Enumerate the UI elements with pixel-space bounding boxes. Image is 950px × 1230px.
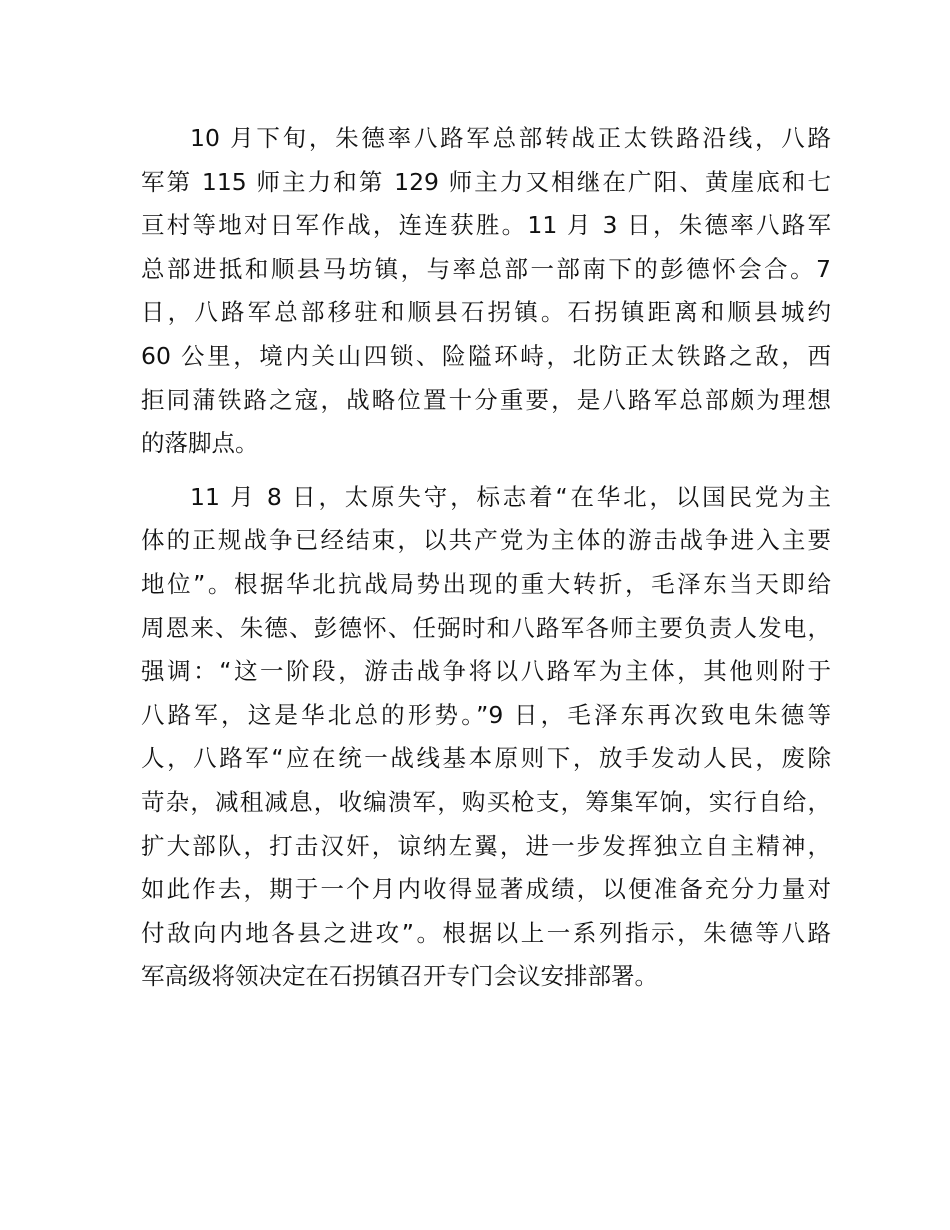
text-line: 拒同蒲铁路之寇，战略位置十分重要，是八路军总部颇为理想 bbox=[141, 385, 831, 414]
text-line: 11 月 8 日，太原失守，标志着“在华北，以国民党为主 bbox=[190, 482, 831, 511]
text-line: 体的正规战争已经结束，以共产党为主体的游击战争进入主要 bbox=[141, 526, 831, 555]
text-line: 付敌向内地各县之进攻”。根据以上一系列指示，朱德等八路 bbox=[141, 918, 831, 947]
text-line: 亘村等地对日军作战，连连获胜。11 月 3 日，朱德率八路军 bbox=[141, 211, 831, 240]
text-line: 苛杂，减租减息，收编溃军，购买枪支，筹集军饷，实行自给， bbox=[141, 787, 831, 816]
text-line: 日，八路军总部移驻和顺县石拐镇。石拐镇距离和顺县城约 bbox=[141, 298, 831, 327]
document-page bbox=[141, 117, 831, 999]
text-line: 如此作去，期于一个月内收得显著成绩，以便准备充分力量对 bbox=[141, 875, 831, 904]
text-line: 军高级将领决定在石拐镇召开专门会议安排部署。 bbox=[141, 962, 658, 991]
text-line: 军第 115 师主力和第 129 师主力又相继在广阳、黄崖底和七 bbox=[141, 167, 831, 196]
paragraph-1 bbox=[141, 117, 831, 466]
text-line: 强调：“这一阶段，游击战争将以八路军为主体，其他则附于 bbox=[141, 657, 831, 686]
paragraph-2 bbox=[141, 476, 831, 999]
text-line: 八路军，这是华北总的形势。”9 日，毛泽东再次致电朱德等 bbox=[141, 700, 831, 729]
text-line: 60 公里，境内关山四锁、险隘环峙，北防正太铁路之敌，西 bbox=[141, 341, 831, 370]
text-line: 的落脚点。 bbox=[141, 429, 259, 458]
text-line: 周恩来、朱德、彭德怀、任弼时和八路军各师主要负责人发电， bbox=[141, 613, 831, 642]
text-line: 总部进抵和顺县马坊镇，与率总部一部南下的彭德怀会合。7 bbox=[141, 254, 831, 283]
text-line: 10 月下旬，朱德率八路军总部转战正太铁路沿线，八路 bbox=[190, 124, 831, 152]
text-line: 地位”。根据华北抗战局势出现的重大转折，毛泽东当天即给 bbox=[141, 569, 831, 598]
text-line: 人，八路军“应在统一战线基本原则下，放手发动人民，废除 bbox=[141, 744, 831, 773]
text-line: 扩大部队，打击汉奸，谅纳左翼，进一步发挥独立自主精神， bbox=[141, 831, 831, 860]
